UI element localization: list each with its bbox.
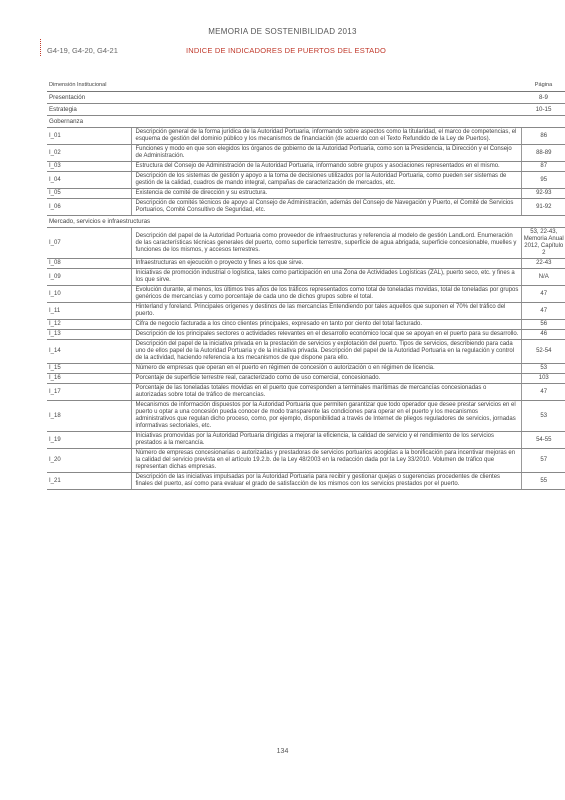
table-row xyxy=(47,172,565,189)
section-page: 10-15 xyxy=(521,104,565,116)
indicator-page: 95 xyxy=(521,172,565,189)
indicator-description: Funciones y modo en que son elegidos los órganos de gobierno de la Autoridad Portuaria, como son la Presidencia, la Dirección y el Consejo de Administración. xyxy=(131,145,521,162)
indicator-page: 47 xyxy=(521,384,565,401)
indicator-page: 52-54 xyxy=(521,340,565,364)
indicator-page: 47 xyxy=(521,303,565,320)
indicator-page: N/A xyxy=(521,269,565,286)
section-label: Mercado, servicios e infraestructuras xyxy=(47,216,521,228)
indicator-page: 54-55 xyxy=(521,432,565,449)
table-row xyxy=(47,449,565,473)
indicator-description: Hinterland y foreland. Principales orígenes y destinos de las mercancías Entendiendo por tales aquellos que suponen el 70% del tráfico del puerto. xyxy=(131,303,521,320)
indicator-code: I_15 xyxy=(47,364,131,374)
indicator-code: I_08 xyxy=(47,259,131,269)
table-row xyxy=(47,364,565,374)
indicator-description: Evolución durante, al menos, los últimos tres años de los tráficos representados como total de toneladas movidas, total de toneladas por grupos genéricos de mercancías y como porcentaje de cada uno de dichos grupos sobre el total. xyxy=(131,286,521,303)
indicator-page: 53 xyxy=(521,364,565,374)
table-row xyxy=(47,330,565,340)
indicator-page: 46 xyxy=(521,330,565,340)
indicator-code: I_16 xyxy=(47,374,131,384)
indicator-description: Porcentaje de superficie terrestre real, caracterizado como de uso comercial, concesionado. xyxy=(131,374,521,384)
section-label: Estrategia xyxy=(47,104,521,116)
indicator-table xyxy=(47,80,565,490)
indicator-code: I_07 xyxy=(47,228,131,259)
table-row xyxy=(47,473,565,490)
section-label: Presentación xyxy=(47,92,521,104)
table-row xyxy=(47,374,565,384)
indicator-code: I_02 xyxy=(47,145,131,162)
section-marker xyxy=(40,39,43,56)
indicator-description: Infraestructuras en ejecución o proyecto y fines a los que sirve. xyxy=(131,259,521,269)
table-row xyxy=(47,340,565,364)
indicator-description: Número de empresas que operan en el puerto en régimen de concesión o autorización o en régimen de licencia. xyxy=(131,364,521,374)
section-page xyxy=(521,216,565,228)
indicator-description: Porcentaje de las toneladas totales movidas en el puerto que corresponden a terminales marítimas de mercancías concesionadas o autorizadas sobre total de tráfico de mercancías. xyxy=(131,384,521,401)
indicator-page: 92-93 xyxy=(521,189,565,199)
table-row xyxy=(47,189,565,199)
indicator-code: I_11 xyxy=(47,303,131,320)
indicator-description: Mecanismos de información dispuestos por la Autoridad Portuaria que permiten garantizar que todo operador que desee prestar servicios en el puerto u optar a una concesión pueda conocer de modo transparente las condiciones para operar en el puerto y los mecanismos administrativos que regulan dicho proceso, como, por ejemplo, disponibilidad a través de Internet de pliegos reguladores de servicios, jornadas informativas sectoriales, etc. xyxy=(131,401,521,432)
indicator-code: I_17 xyxy=(47,384,131,401)
table-row xyxy=(47,228,565,259)
section-page: 8-9 xyxy=(521,92,565,104)
section-label: Gobernanza xyxy=(47,116,521,128)
indicator-description: Número de empresas concesionarias o autorizadas y prestadoras de servicios portuarios acogidas a la bonificación para incentivar mejoras en la calidad del servicio prevista en el artículo 19.2.b. de la Ley 48/2003 en la redacción dada por la Ley 33/2010. Volumen de tráfico que representan dichas empresas. xyxy=(131,449,521,473)
indicator-description: Iniciativas promovidas por la Autoridad Portuaria dirigidas a mejorar la eficiencia, la calidad de servicio y el rendimiento de los servicios prestados a la mercancía. xyxy=(131,432,521,449)
section-row xyxy=(47,116,565,128)
indicator-page: 55 xyxy=(521,473,565,490)
indicator-code: I_05 xyxy=(47,189,131,199)
table-row xyxy=(47,199,565,216)
table-row xyxy=(47,269,565,286)
table-row xyxy=(47,145,565,162)
indicator-page: 47 xyxy=(521,286,565,303)
indicator-code: I_21 xyxy=(47,473,131,490)
section-row xyxy=(47,92,565,104)
indicator-description: Descripción del papel de la Autoridad Portuaria como proveedor de infraestructuras y referencia al modelo de gestión LandLord. Enumeración de las características técnicas generales del puerto, como superficie terrestre, superficie de agua abrigada, superficie concesionable, muelles y funciones de los mismos, y accesos terrestres. xyxy=(131,228,521,259)
document-title: MEMORIA DE SOSTENIBILIDAD 2013 xyxy=(208,27,357,36)
table-header xyxy=(47,80,565,92)
indicator-code: I_19 xyxy=(47,432,131,449)
indicator-code: I_09 xyxy=(47,269,131,286)
table-row xyxy=(47,128,565,145)
indicator-description: Cifra de negocio facturada a los cinco clientes principales, expresado en tanto por ciento del total facturado. xyxy=(131,320,521,330)
indicator-code: I_03 xyxy=(47,162,131,172)
indicator-description: Iniciativas de promoción industrial o logística, tales como participación en una Zona de Actividades Logísticas (ZAL), puerto seco, etc. y fines a los que sirve. xyxy=(131,269,521,286)
table-row xyxy=(47,162,565,172)
indicator-description: Descripción de los principales sectores o actividades relevantes en el desarrollo económico local que se apoyan en el puerto para su desarrollo. xyxy=(131,330,521,340)
section-row xyxy=(47,104,565,116)
table-row xyxy=(47,320,565,330)
indicator-page: 57 xyxy=(521,449,565,473)
section-row xyxy=(47,216,565,228)
section-page xyxy=(521,116,565,128)
indicator-page: 87 xyxy=(521,162,565,172)
column-header-page: Página xyxy=(521,80,565,92)
column-header-dimension: Dimensión Institucional xyxy=(47,80,521,92)
indicator-code: I_06 xyxy=(47,199,131,216)
indicator-description: Descripción general de la forma jurídica de la Autoridad Portuaria, informando sobre aspectos como la titularidad, el marco de competencias, el esquema de gestión del dominio público y los mecanismos de financiación (de acuerdo con el Texto Refundido de la Ley de Puertos). xyxy=(131,128,521,145)
table-row xyxy=(47,432,565,449)
indicator-page: 91-92 xyxy=(521,199,565,216)
indicator-page: 103 xyxy=(521,374,565,384)
indicator-code: I_14 xyxy=(47,340,131,364)
indicator-description: Descripción de los sistemas de gestión y apoyo a la toma de decisiones utilizados por la Autoridad Portuaria, como pueden ser sistemas de gestión de la calidad, cuadros de mando integral, campañas de caracterización de mercados, etc. xyxy=(131,172,521,189)
indicator-code: I_10 xyxy=(47,286,131,303)
indicator-code: I_18 xyxy=(47,401,131,432)
indicator-page: 53, 22-43, Memoria Anual 2012, Capítulo 2 xyxy=(521,228,565,259)
indicator-description: Descripción de las iniciativas impulsadas por la Autoridad Portuaria para recibir y gestionar quejas o sugerencias procedentes de clientes finales del puerto, así como para evaluar el grado de satisfacción de los mismos con los servicios prestados por el puerto. xyxy=(131,473,521,490)
indicator-description: Existencia de comité de dirección y su estructura. xyxy=(131,189,521,199)
indicator-page: 88-89 xyxy=(521,145,565,162)
indicator-code: I_20 xyxy=(47,449,131,473)
table-row xyxy=(47,259,565,269)
indicator-page: 56 xyxy=(521,320,565,330)
indicator-code: I_04 xyxy=(47,172,131,189)
index-title: INDICE DE INDICADORES DE PUERTOS DEL ESTADO xyxy=(186,46,387,55)
indicator-description: Descripción de comités técnicos de apoyo al Consejo de Administración, además del Consejo de Navegación y Puerto, el Comité de Servicios Portuarios, Comité Consultivo de Seguridad, etc. xyxy=(131,199,521,216)
indicator-page: 86 xyxy=(521,128,565,145)
table-row xyxy=(47,384,565,401)
gri-codes: G4-19, G4-20, G4-21 xyxy=(47,46,118,55)
indicator-code: I_12 xyxy=(47,320,131,330)
indicator-code: I_13 xyxy=(47,330,131,340)
indicator-code: I_01 xyxy=(47,128,131,145)
indicator-description: Estructura del Consejo de Administración de la Autoridad Portuaria, informando sobre grupos y asociaciones representados en el mismo. xyxy=(131,162,521,172)
table-row xyxy=(47,286,565,303)
indicator-page: 22-43 xyxy=(521,259,565,269)
table-row xyxy=(47,401,565,432)
page-number: 134 xyxy=(276,748,289,755)
indicator-page: 53 xyxy=(521,401,565,432)
table-row xyxy=(47,303,565,320)
indicator-description: Descripción del papel de la iniciativa privada en la prestación de servicios y explotación del puerto. Tipos de servicios, describiendo para cada uno de ellos papel de la Autoridad Portuaria y de la iniciativa privada. Descripción del papel de la Autoridad Portuaria en la regulación y control de la actividad, haciendo referencia a los mecanismos de que dispone para ello. xyxy=(131,340,521,364)
